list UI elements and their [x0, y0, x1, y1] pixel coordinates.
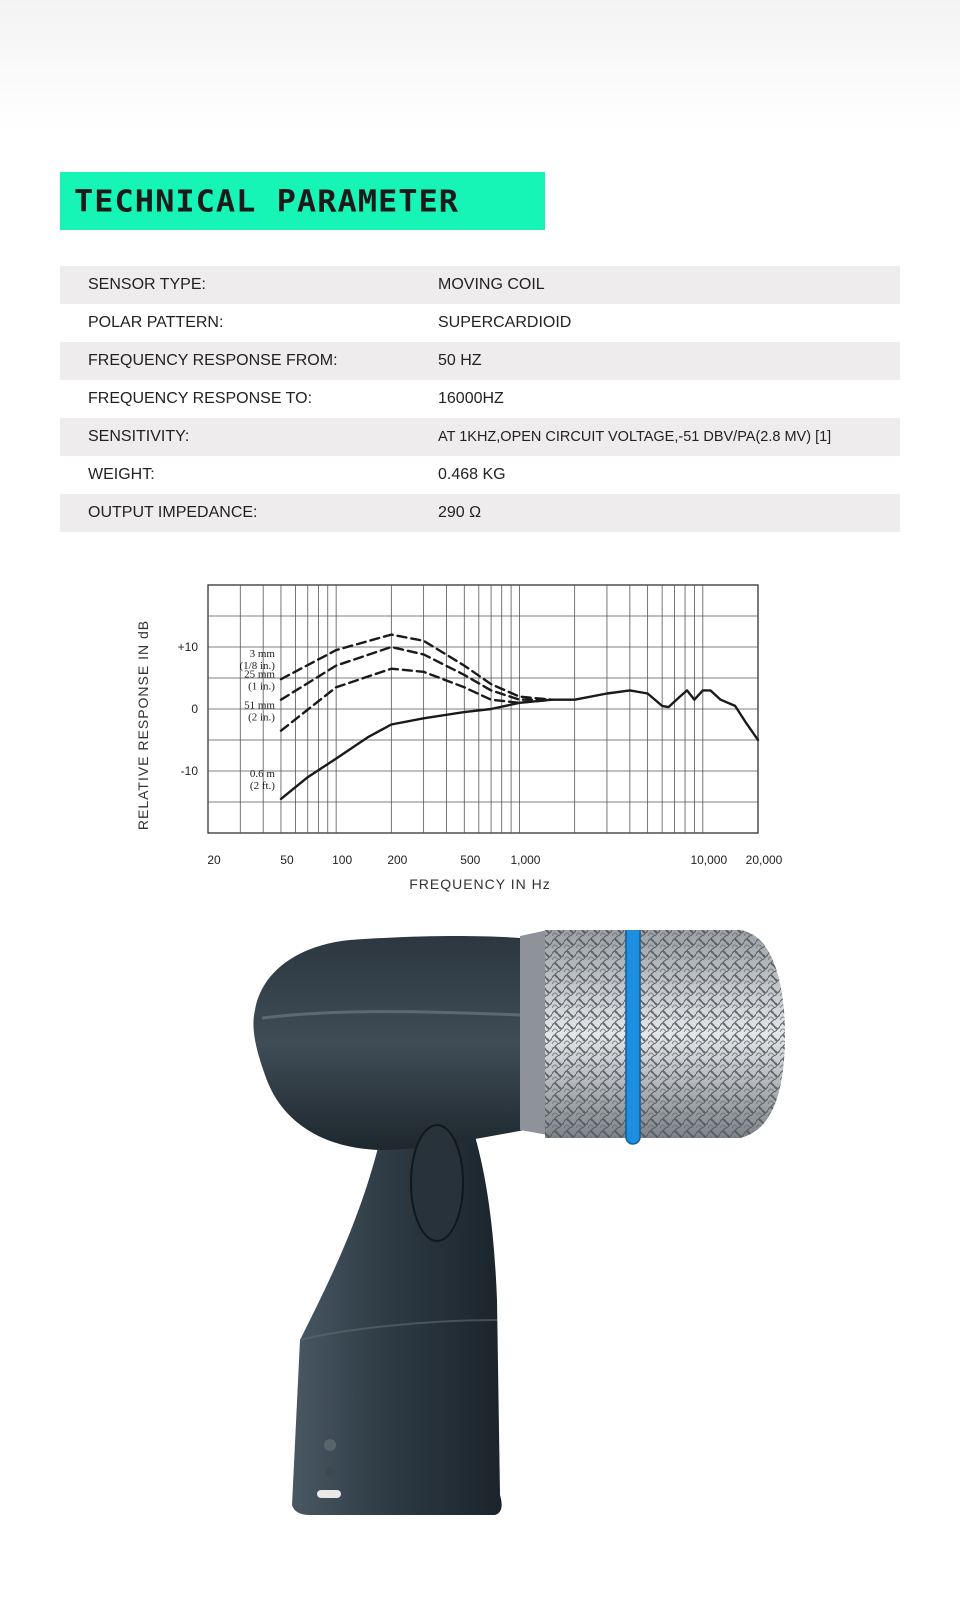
- spec-table: [60, 266, 900, 532]
- spec-row: [60, 342, 900, 380]
- spec-label: FREQUENCY RESPONSE TO:: [88, 390, 313, 407]
- x-tick-label: 100: [332, 853, 353, 867]
- spec-value: 290 Ω: [438, 504, 482, 521]
- spec-value: MOVING COIL: [438, 276, 545, 293]
- spec-row: [60, 456, 900, 494]
- curve-annotation: 3 mm: [249, 648, 275, 661]
- curve-annotation: (2 ft.): [249, 779, 275, 792]
- spec-label: WEIGHT:: [88, 466, 155, 483]
- spec-value: AT 1KHZ,OPEN CIRCUIT VOLTAGE,-51 DBV/PA(2.8 MV) [1]: [438, 429, 832, 445]
- x-axis-label: FREQUENCY IN Hz: [409, 876, 551, 892]
- curve-annotation: 25 mm: [244, 668, 275, 681]
- spec-label: POLAR PATTERN:: [88, 314, 224, 331]
- spec-label: SENSOR TYPE:: [88, 276, 206, 293]
- top-background-fade: [0, 0, 960, 130]
- y-tick-label: -10: [180, 764, 198, 778]
- drum-microphone-image: [0, 930, 960, 1530]
- curve-annotation: 51 mm: [244, 699, 275, 712]
- spec-row: [60, 266, 900, 304]
- x-tick-label: 200: [387, 853, 408, 867]
- spec-value: 0.468 KG: [438, 466, 506, 483]
- x-tick-label: 10,000: [690, 853, 728, 867]
- curve-annotation: (1 in.): [248, 680, 275, 693]
- x-tick-label: 500: [460, 853, 481, 867]
- curve-annotation: (1/8 in.): [239, 660, 275, 673]
- spec-label: OUTPUT IMPEDANCE:: [88, 504, 258, 521]
- spec-row: [60, 380, 900, 418]
- curve-annotation: (2 in.): [248, 711, 275, 724]
- spec-value: 16000HZ: [438, 390, 504, 407]
- spec-value: 50 HZ: [438, 352, 482, 369]
- spec-value: SUPERCARDIOID: [438, 314, 572, 331]
- x-tick-label: 1,000: [510, 853, 541, 867]
- spec-row: [60, 418, 900, 456]
- spec-label: FREQUENCY RESPONSE FROM:: [88, 352, 338, 369]
- y-tick-label: +10: [177, 640, 198, 654]
- section-banner: [60, 172, 545, 230]
- frequency-response-chart: [0, 580, 960, 920]
- x-tick-label: 20: [207, 853, 221, 867]
- section-title: TECHNICAL PARAMETER: [74, 182, 460, 220]
- y-tick-label: 0: [191, 702, 198, 716]
- y-axis-label: RELATIVE RESPONSE IN dB: [135, 619, 151, 831]
- x-tick-label: 50: [280, 853, 294, 867]
- curve-annotation: 0.6 m: [249, 767, 275, 780]
- spec-row: [60, 494, 900, 532]
- spec-row: [60, 304, 900, 342]
- spec-label: SENSITIVITY:: [88, 428, 190, 445]
- x-tick-label: 20,000: [745, 853, 783, 867]
